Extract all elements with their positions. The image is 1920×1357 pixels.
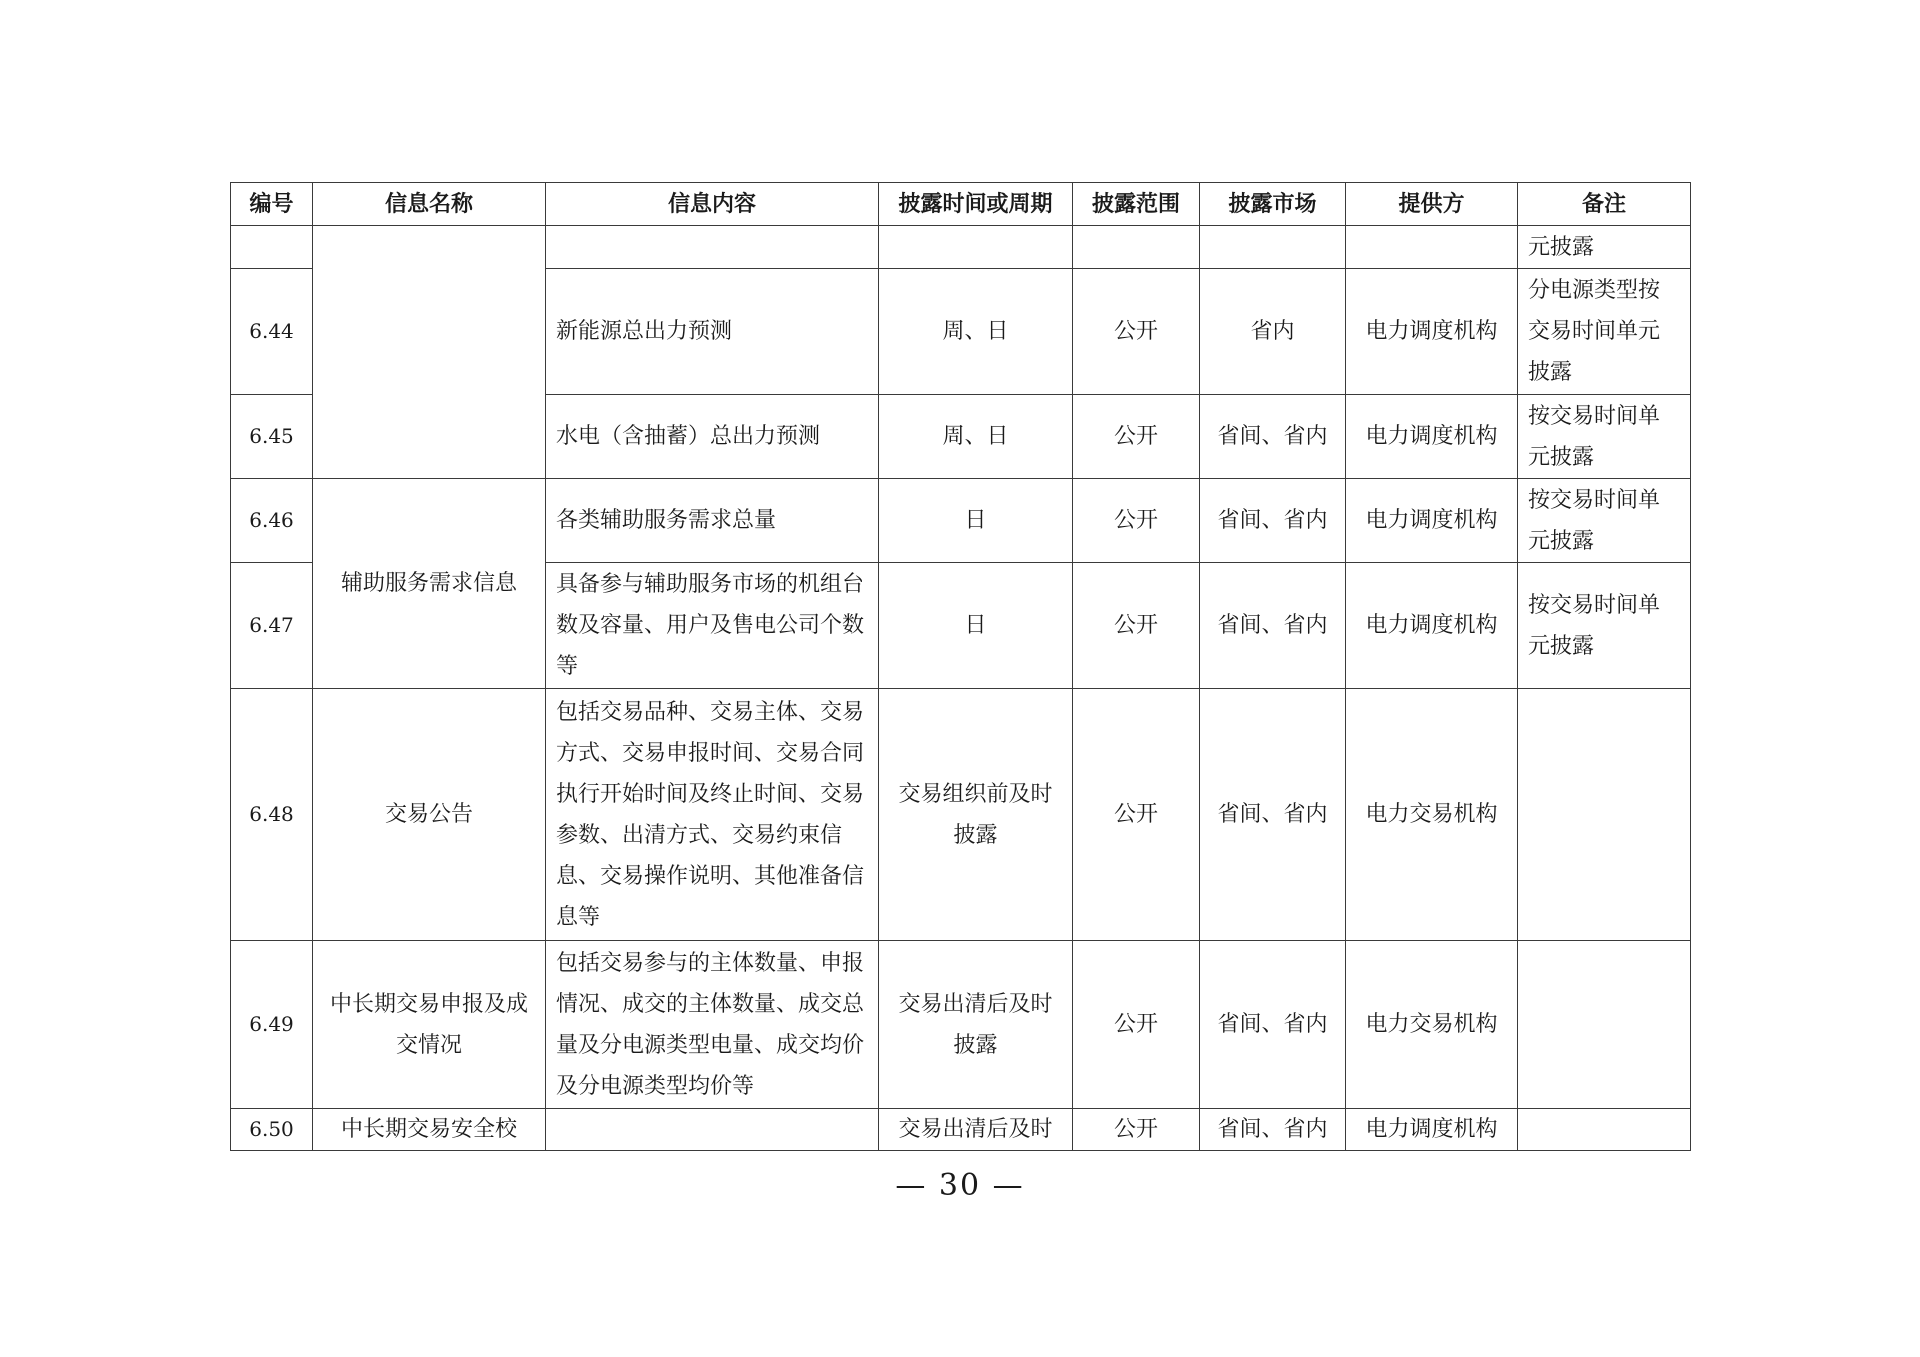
header-info-name: 信息名称 bbox=[313, 183, 546, 226]
row-note: 元披露 bbox=[1518, 226, 1691, 269]
row-provider: 电力交易机构 bbox=[1346, 941, 1518, 1109]
header-number: 编号 bbox=[231, 183, 313, 226]
row-market bbox=[1200, 226, 1346, 269]
row-number: 6.45 bbox=[231, 395, 313, 479]
row-provider: 电力调度机构 bbox=[1346, 479, 1518, 563]
header-info-content: 信息内容 bbox=[546, 183, 879, 226]
row-number: 6.48 bbox=[231, 689, 313, 941]
row-scope: 公开 bbox=[1073, 479, 1200, 563]
row-scope: 公开 bbox=[1073, 941, 1200, 1109]
header-provider: 提供方 bbox=[1346, 183, 1518, 226]
header-disclosure-market: 披露市场 bbox=[1200, 183, 1346, 226]
row-note: 分电源类型按交易时间单元披露 bbox=[1518, 269, 1691, 395]
row-info-content: 包括交易参与的主体数量、申报情况、成交的主体数量、成交总量及分电源类型电量、成交均价及分电源类型均价等 bbox=[546, 941, 879, 1109]
row-info-name: 中长期交易安全校 bbox=[313, 1109, 546, 1151]
row-info-content: 新能源总出力预测 bbox=[546, 269, 879, 395]
row-info-content bbox=[546, 226, 879, 269]
row-note bbox=[1518, 941, 1691, 1109]
row-market: 省内 bbox=[1200, 269, 1346, 395]
row-market: 省间、省内 bbox=[1200, 689, 1346, 941]
row-period bbox=[879, 226, 1073, 269]
table-row bbox=[231, 226, 1691, 269]
row-number bbox=[231, 226, 313, 269]
header-disclosure-scope: 披露范围 bbox=[1073, 183, 1200, 226]
row-note bbox=[1518, 689, 1691, 941]
row-number: 6.47 bbox=[231, 563, 313, 689]
row-period: 周、日 bbox=[879, 269, 1073, 395]
row-provider: 电力调度机构 bbox=[1346, 395, 1518, 479]
row-info-name: 交易公告 bbox=[313, 689, 546, 941]
row-scope: 公开 bbox=[1073, 563, 1200, 689]
row-note: 按交易时间单元披露 bbox=[1518, 479, 1691, 563]
table-row bbox=[231, 941, 1691, 1109]
row-info-content bbox=[546, 1109, 879, 1151]
row-period: 交易出清后及时披露 bbox=[879, 941, 1073, 1109]
row-scope bbox=[1073, 226, 1200, 269]
row-market: 省间、省内 bbox=[1200, 941, 1346, 1109]
header-note: 备注 bbox=[1518, 183, 1691, 226]
row-scope: 公开 bbox=[1073, 269, 1200, 395]
row-number: 6.49 bbox=[231, 941, 313, 1109]
table-row bbox=[231, 1109, 1691, 1151]
row-number: 6.44 bbox=[231, 269, 313, 395]
row-scope: 公开 bbox=[1073, 395, 1200, 479]
row-number: 6.50 bbox=[231, 1109, 313, 1151]
row-market: 省间、省内 bbox=[1200, 479, 1346, 563]
row-info-name bbox=[313, 226, 546, 479]
row-info-name: 辅助服务需求信息 bbox=[313, 479, 546, 689]
row-market: 省间、省内 bbox=[1200, 563, 1346, 689]
row-provider: 电力调度机构 bbox=[1346, 1109, 1518, 1151]
table-row bbox=[231, 479, 1691, 563]
row-info-name: 中长期交易申报及成交情况 bbox=[313, 941, 546, 1109]
row-period: 交易出清后及时 bbox=[879, 1109, 1073, 1151]
row-provider: 电力交易机构 bbox=[1346, 689, 1518, 941]
row-info-content: 包括交易品种、交易主体、交易方式、交易申报时间、交易合同执行开始时间及终止时间、交易参数、出清方式、交易约束信息、交易操作说明、其他准备信息等 bbox=[546, 689, 879, 941]
disclosure-table bbox=[230, 182, 1691, 1151]
row-info-content: 各类辅助服务需求总量 bbox=[546, 479, 879, 563]
row-info-content: 水电（含抽蓄）总出力预测 bbox=[546, 395, 879, 479]
row-scope: 公开 bbox=[1073, 1109, 1200, 1151]
row-provider: 电力调度机构 bbox=[1346, 269, 1518, 395]
header-disclosure-period: 披露时间或周期 bbox=[879, 183, 1073, 226]
row-note bbox=[1518, 1109, 1691, 1151]
row-note: 按交易时间单元披露 bbox=[1518, 563, 1691, 689]
row-period: 日 bbox=[879, 563, 1073, 689]
row-note: 按交易时间单元披露 bbox=[1518, 395, 1691, 479]
row-provider bbox=[1346, 226, 1518, 269]
page-number: — 30 — bbox=[895, 1168, 1025, 1203]
row-market: 省间、省内 bbox=[1200, 395, 1346, 479]
row-info-content: 具备参与辅助服务市场的机组台数及容量、用户及售电公司个数等 bbox=[546, 563, 879, 689]
row-period: 交易组织前及时披露 bbox=[879, 689, 1073, 941]
row-period: 日 bbox=[879, 479, 1073, 563]
row-provider: 电力调度机构 bbox=[1346, 563, 1518, 689]
row-number: 6.46 bbox=[231, 479, 313, 563]
row-market: 省间、省内 bbox=[1200, 1109, 1346, 1151]
table-header-row bbox=[231, 183, 1691, 226]
table-row bbox=[231, 689, 1691, 941]
row-scope: 公开 bbox=[1073, 689, 1200, 941]
row-period: 周、日 bbox=[879, 395, 1073, 479]
